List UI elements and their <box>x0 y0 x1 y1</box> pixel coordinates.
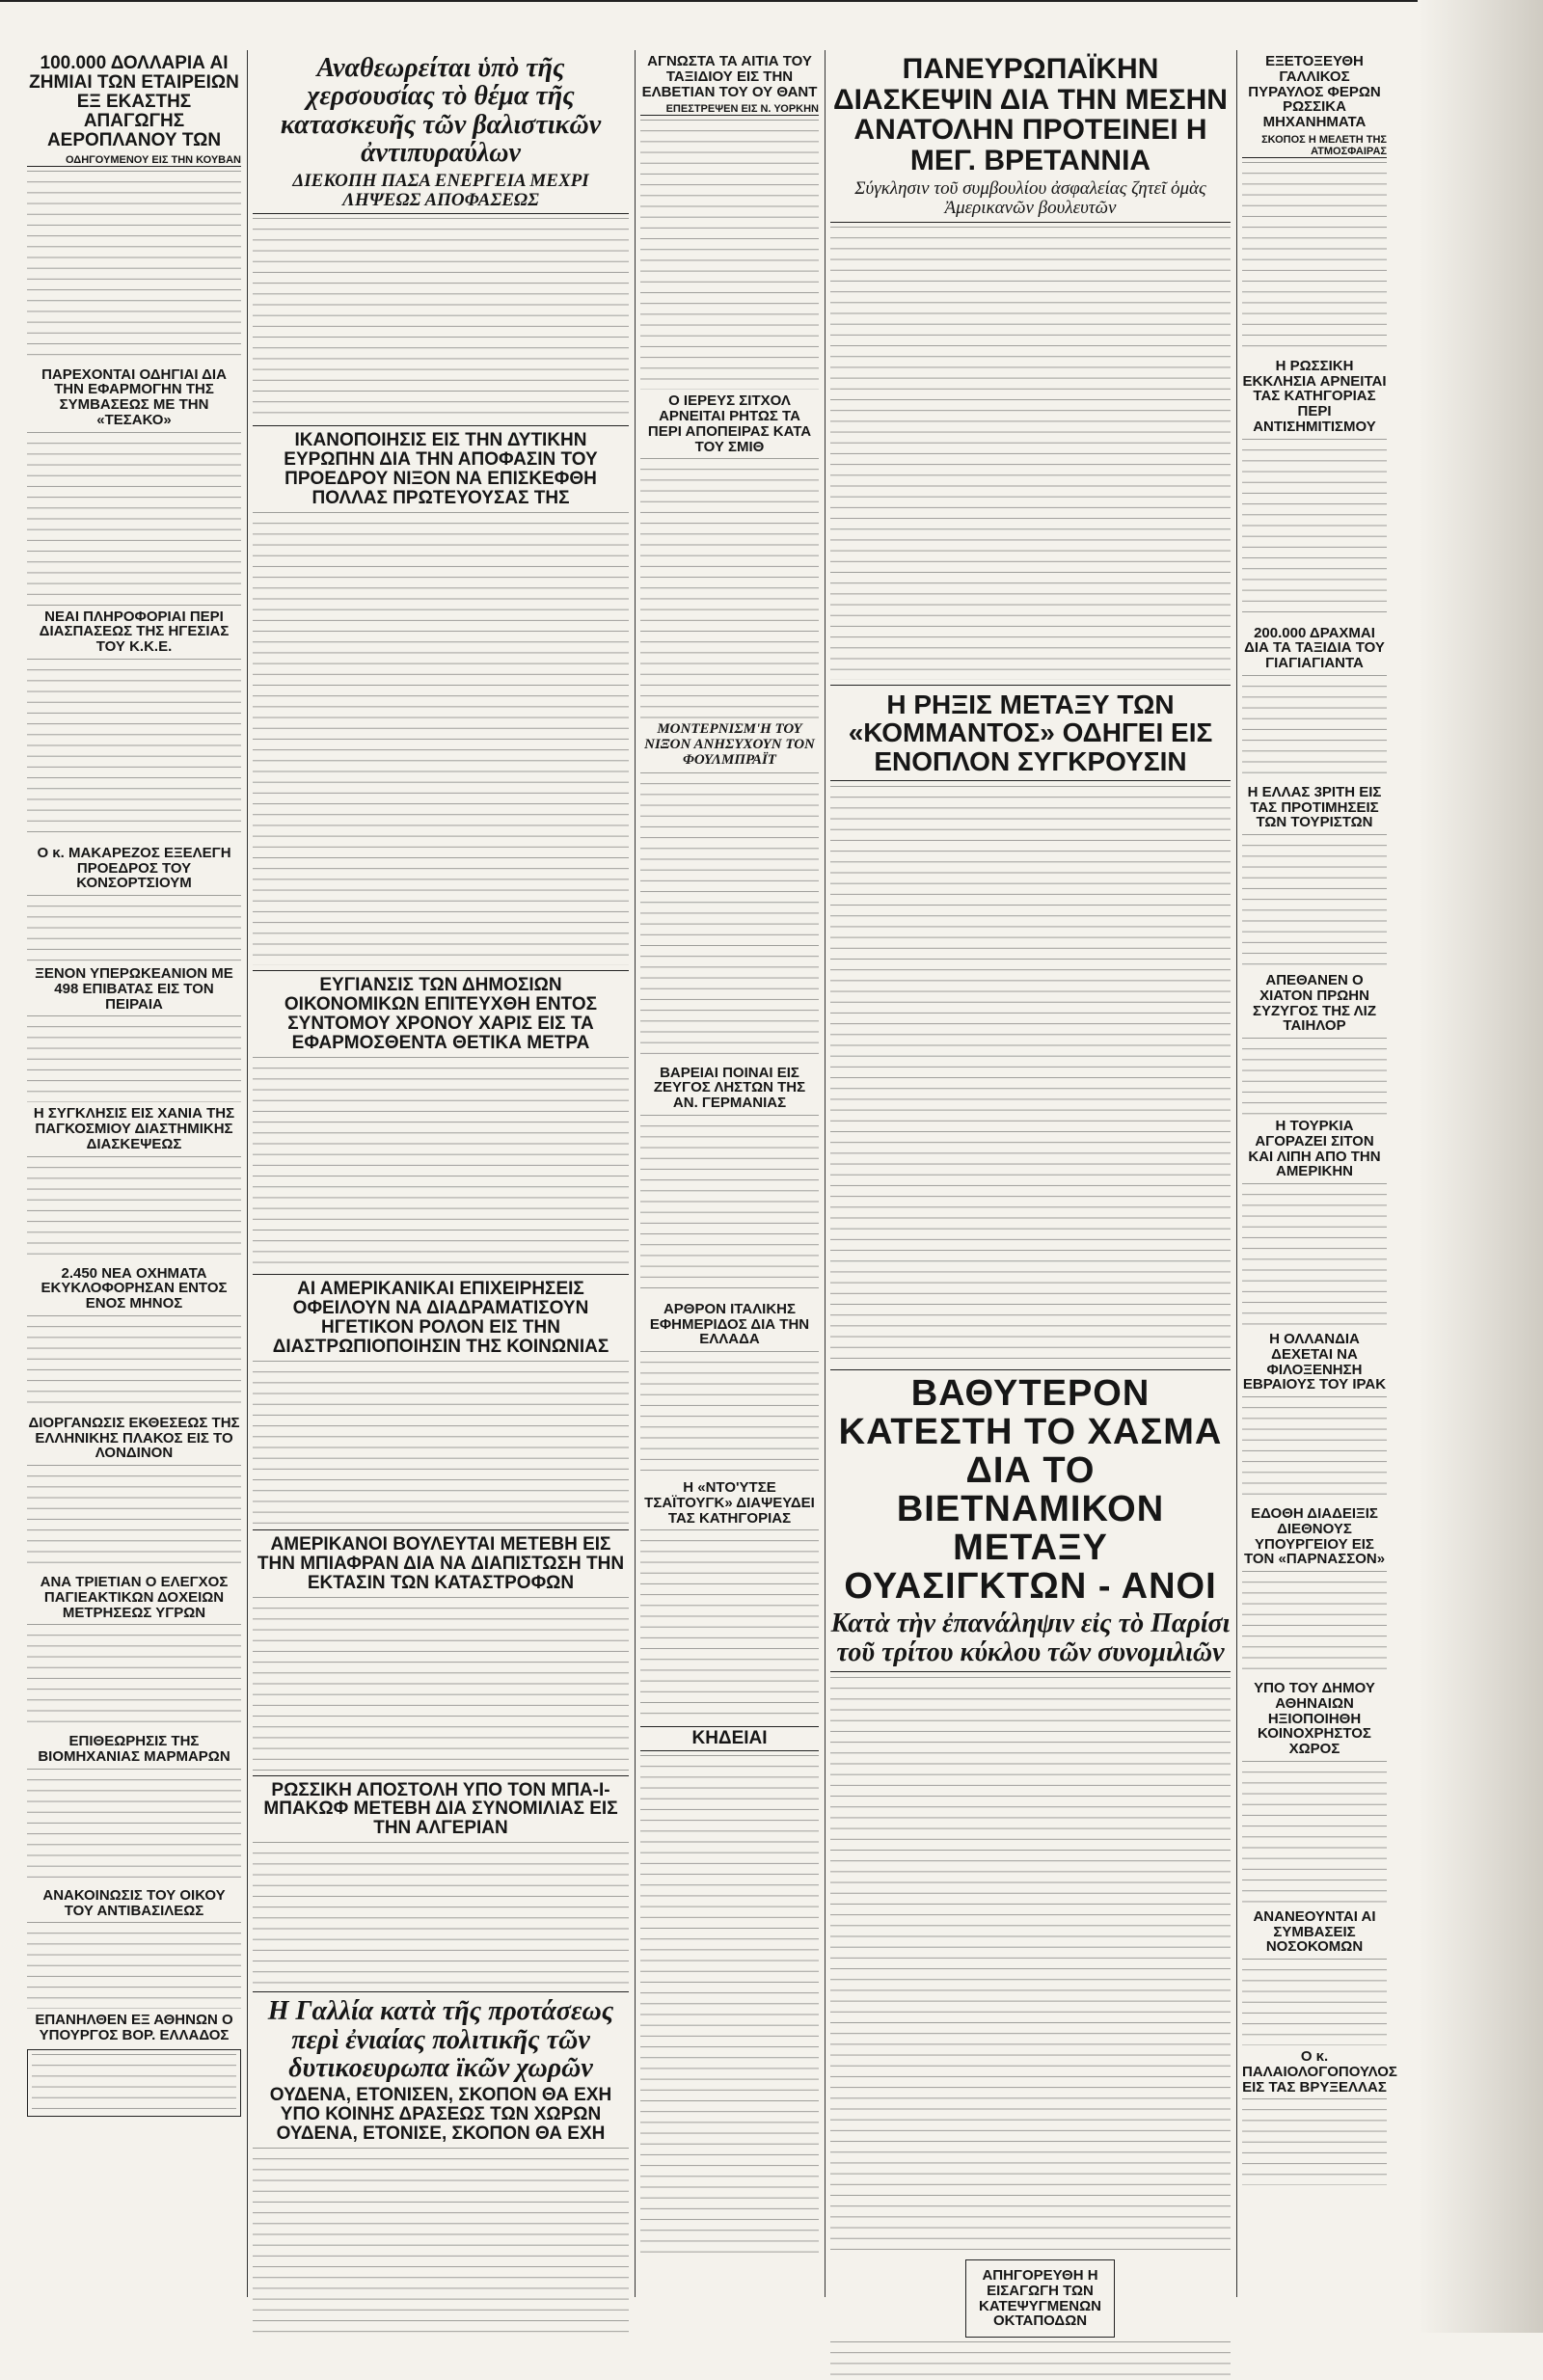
funeral-notices <box>640 1755 819 2257</box>
article-text <box>253 218 629 420</box>
article-text <box>640 1351 819 1476</box>
headline-american-business: ΑΙ ΑΜΕΡΙΚΑΝΙΚΑΙ ΕΠΙΧΕΙΡΗΣΕΙΣ ΟΦΕΙΛΟΥΝ ΝΑ ΔΙΑΔΡΑΜΑΤΙΣΟΥΝ ΗΓΕΤΙΚΟΝ ΡΟΛΟΝ ΕΙΣ ΤΗΝ ΔΙΑΣΤΡΩΠΙΟΠΟΙΗΣΙΝ ΤΗΣ ΚΟΙΝΩΝΙΑΣ <box>272 1278 609 1357</box>
subhead-antimissile: ΔΙΕΚΟΠΗ ΠΑΣΑ ΕΝΕΡΓΕΙΑ ΜΕΧΡΙ ΛΗΨΕΩΣ ΑΠΟΦΑΣΕΩΣ <box>253 172 629 215</box>
article-text <box>1242 834 1387 969</box>
article-text <box>640 772 819 1062</box>
article-text <box>830 227 1231 680</box>
article-text <box>27 1769 241 1884</box>
headline-tesako: ΠΑΡΕΧΟΝΤΑΙ ΟΔΗΓΙΑΙ ΔΙΑ ΤΗΝ ΕΦΑΡΜΟΓΗΝ ΤΗΣ ΣΥΜΒΑΣΕΩΣ ΜΕ ΤΗΝ «ΤΕΣΑΚΟ» <box>41 365 227 428</box>
headline-fulbright: ΜΟΝΤΕΡΝΙΣΜ'Η ΤΟΥ ΝΙΞΟΝ ΑΝΗΣΥΧΟΥΝ ΤΟΝ ΦΟΥΛΜΠΡΑΪΤ <box>644 721 815 768</box>
article-text <box>27 1624 241 1730</box>
headline-hilton: ΑΠΕΘΑΝΕΝ Ο ΧΙΑΤΟΝ ΠΡΩΗΝ ΣΥΖΥΓΟΣ ΤΗΣ ΛΙΖ ΤΑΙΗΛΟΡ <box>1253 972 1376 1035</box>
headline-records-exhibit: ΔΙΟΡΓΑΝΩΣΙΣ ΕΚΘΕΣΕΩΣ ΤΗΣ ΕΛΛΗΝΙΚΗΣ ΠΛΑΚΟΣ ΕΙΣ ΤΟ ΛΟΝΔΙΝΟΝ <box>28 1414 240 1462</box>
headline-paleologopoulos: Ο κ. ΠΑΛΑΙΟΛΟΓΟΠΟΥΛΟΣ ΕΙΣ ΤΑΣ ΒΡΥΞΕΛΛΑΣ <box>1242 2048 1397 2096</box>
article-text <box>1242 675 1387 781</box>
article-text <box>253 512 629 965</box>
page-edge-shadow <box>1418 0 1543 2333</box>
headline-russian-algeria: ΡΩΣΣΙΚΗ ΑΠΟΣΤΟΛΗ ΥΠΟ ΤΟΝ ΜΠΑ-Ι-ΜΠΑΚΩΦ ΜΕΤΕΒΗ ΔΙΑ ΣΥΝΟΜΙΛΙΑΣ ΕΙΣ ΤΗΝ ΑΛΓΕΡΙΑΝ <box>263 1779 618 1839</box>
headline-public-finances: ΕΥΓΙΑΝΣΙΣ ΤΩΝ ΔΗΜΟΣΙΩΝ ΟΙΚΟΝΟΜΙΚΩΝ ΕΠΙΤΕΥΧΘΗ ΕΝΤΟΣ ΣΥΝΤΟΜΟΥ ΧΡΟΝΟΥ ΧΑΡΙΣ ΕΙΣ ΤΑ ΕΦΑΡΜΟΣΘΕΝΤΑ ΘΕΤΙΚΑ ΜΕΤΡΑ <box>284 975 598 1053</box>
notice-box <box>27 2049 241 2117</box>
article-text <box>27 1015 241 1102</box>
column-3 <box>640 50 819 2297</box>
headline-commandos: Η ΡΗΞΙΣ ΜΕΤΑΞΥ ΤΩΝ «ΚΟΜΜΑΝΤΟΣ» ΟΔΗΓΕΙ ΕΙΣ ΕΝΟΠΛΟΝ ΣΥΓΚΡΟΥΣΙΝ <box>848 689 1213 776</box>
headline-pan-european: ΠΑΝΕΥΡΩΠΑΪΚΗΝ ΔΙΑΣΚΕΨΙΝ ΔΙΑ ΤΗΝ ΜΕΣΗΝ ΑΝΑΤΟΛΗΝ ΠΡΟΤΕΙΝΕΙ Η ΜΕΓ. ΒΡΕΤΑΝΝΙΑ <box>833 53 1228 176</box>
subhead-u-thant: ΕΠΕΣΤΡΕΨΕΝ ΕΙΣ Ν. ΥΟΡΚΗΝ <box>640 103 819 116</box>
column-5 <box>1242 50 1397 2297</box>
headline-east-germany: ΒΑΡΕΙΑΙ ΠΟΙΝΑΙ ΕΙΣ ΖΕΥΓΟΣ ΛΗΣΤΩΝ ΤΗΣ ΑΝ. ΓΕΡΜΑΝΙΑΣ <box>653 1064 806 1111</box>
headline-turkey-grain: Η ΤΟΥΡΚΙΑ ΑΓΟΡΑΖΕΙ ΣΙΤΟΝ ΚΑΙ ΛΙΠΗ ΑΠΟ ΤΗΝ ΑΜΕΡΙΚΗΝ <box>1248 1118 1381 1180</box>
headline-greece-tourists: Η ΕΛΛΑΣ 3ΡΙΤΗ ΕΙΣ ΤΑΣ ΠΡΟΤΙΜΗΣΕΙΣ ΤΩΝ ΤΟΥΡΙΣΤΩΝ <box>1247 783 1382 831</box>
article-text <box>640 458 819 718</box>
column-4 <box>830 50 1231 2330</box>
headline-funerals: ΚΗΔΕΙΑΙ <box>640 1726 819 1751</box>
article-text <box>830 1677 1231 2256</box>
article-text <box>27 432 241 606</box>
column-1 <box>27 50 241 2297</box>
headline-vietnam-gap: ΒΑΘΥΤΕΡΟΝ ΚΑΤΕΣΤΗ ΤΟ ΧΑΣΜΑ ΔΙΑ ΤΟ ΒΙΕΤΝΑΜΙΚΟΝ ΜΕΤΑΞΥ ΟΥΑΣΙΓΚΤΩΝ - ΑΝΟΙ <box>838 1373 1223 1607</box>
article-text <box>640 1529 819 1722</box>
article-text <box>830 786 1231 1365</box>
headline-octopus: ΑΠΗΓΟΡΕΥΘΗ Η ΕΙΣΑΓΩΓΗ ΤΩΝ ΚΑΤΕΨΥΓΜΕΝΩΝ ΟΚΤΑΠΟΔΩΝ <box>979 2267 1101 2330</box>
headline-biafra: ΑΜΕΡΙΚΑΝΟΙ ΒΟΥΛΕΥΤΑΙ ΜΕΤΕΒΗ ΕΙΣ ΤΗΝ ΜΠΙΑΦΡΑΝ ΔΙΑ ΝΑ ΔΙΑΠΙΣΤΩΣΗ ΤΗΝ ΕΚΤΑΣΙΝ ΤΩΝ ΚΑΤΑΣΤΡΟΦΩΝ <box>257 1533 625 1593</box>
headline-makarezos: Ο κ. ΜΑΚΑΡΕΖΟΣ ΕΞΕΛΕΓΗ ΠΡΟΕΔΡΟΣ ΤΟΥ ΚΟΝΣΟΡΤΣΙΟΥΜ <box>37 844 231 892</box>
article-text <box>1242 1959 1387 2045</box>
headline-marble: ΕΠΙΘΕΩΡΗΣΙΣ ΤΗΣ ΒΙΟΜΗΧΑΝΙΑΣ ΜΑΡΜΑΡΩΝ <box>38 1733 230 1766</box>
subhead-cuba: ΟΔΗΓΟΥΜΕΝΟΥ ΕΙΣ ΤΗΝ ΚΟΥΒΑΝ <box>27 154 241 167</box>
article-text <box>27 171 241 364</box>
headline-parnassos: ΕΔΟΘΗ ΔΙΑΔΕΙΞΙΣ ΔΙΕΘΝΟΥΣ ΥΠΟΥΡΓΕΙΟΥ ΕΙΣ ΤΟΝ «ΠΑΡΝΑΣΣΟΝ» <box>1243 1505 1386 1568</box>
headline-airline-losses: 100.000 ΔΟΛΛΑΡΙΑ ΑΙ ΖΗΜΙΑΙ ΤΩΝ ΕΤΑΙΡΕΙΩΝ ΕΞ ΕΚΑΣΤΗΣ ΑΠΑΓΩΓΗΣ ΑΕΡΟΠΛΑΝΟΥ ΤΩΝ <box>29 53 239 150</box>
article-text <box>640 120 819 390</box>
article-text <box>1242 1571 1387 1677</box>
article-text <box>253 2148 629 2340</box>
headline-deutsche-zeitung: Η «ΝΤΟ'ΥΤΣΕ ΤΣΑΪΤΟΥΓΚ» ΔΙΑΨΕΥΔΕΙ ΤΑΣ ΚΑΤΗΓΟΡΙΑΣ <box>644 1479 815 1527</box>
headline-french-rocket: ΕΞΕΤΟΞΕΥΘΗ ΓΑΛΛΙΚΟΣ ΠΥΡΑΥΛΟΣ ΦΕΡΩΝ ΡΩΣΣΙΚΑ ΜΗΧΑΝΗΜΑΤΑ <box>1248 53 1381 130</box>
headline-nurses: ΑΝΑΝΕΟΥΝΤΑΙ ΑΙ ΣΥΜΒΑΣΕΙΣ ΝΟΣΟΚΟΜΩΝ <box>1253 1907 1376 1956</box>
article-text <box>253 1361 629 1525</box>
column-rule <box>825 50 826 2297</box>
headline-italian-paper: ΑΡΘΡΟΝ ΙΤΑΛΙΚΗΣ ΕΦΗΜΕΡΙΔΟΣ ΔΙΑ ΤΗΝ ΕΛΛΑΔΑ <box>649 1300 810 1348</box>
article-text <box>640 1115 819 1298</box>
newspaper-page <box>27 50 1397 2330</box>
headline-antimissile: Αναθεωρείται ὑπὸ τῆς χερσουσίας τὸ θέμα τῆς κατασκευῆς τῶν βαλιστικῶν ἀντιπυραύλων <box>280 53 602 169</box>
headline-nixon-europe: ΙΚΑΝΟΠΟΙΗΣΙΣ ΕΙΣ ΤΗΝ ΔΥΤΙΚΗΝ ΕΥΡΩΠΗΝ ΔΙΑ ΤΗΝ ΑΠΟΦΑΣΙΝ ΤΟΥ ΠΡΟΕΔΡΟΥ ΝΙΞΟΝ ΝΑ ΕΠΙΣΚΕΦΘΗ ΠΟΛΛΑΣ ΠΡΩΤΕΥΟΥΣΑΣ ΤΗΣ <box>284 430 598 509</box>
headline-france: Η Γαλλία κατὰ τῆς προτάσεως περὶ ἐνιαίας πολιτικῆς τῶν δυτικοευρωπα ϊκῶν χωρῶν <box>267 1996 614 2084</box>
headline-minister: ΕΠΑΝΗΛΘΕΝ ΕΞ ΑΘΗΝΩΝ Ο ΥΠΟΥΡΓΟΣ ΒΟΡ. ΕΛΛΑΔΟΣ <box>35 2012 233 2044</box>
article-text <box>1242 1038 1387 1115</box>
subhead-france: ΟΥΔΕΝΑ, ΕΤΟΝΙΣΕΝ, ΣΚΟΠΟΝ ΘΑ ΕΧΗ ΥΠΟ ΚΟΙΝΗΣ ΔΡΑΣΕΩΣ ΤΩΝ ΧΩΡΩΝ ΟΥΔΕΝΑ, ΕΤΟΝΙΣΕ, ΣΚΟΠΟΝ ΘΑ ΕΧΗ <box>269 2085 612 2145</box>
subhead-security-council: Σύγκλησιν τοῦ συμβουλίου ἀσφαλείας ζητεῖ ὁμὰς Ἀμερικανῶν βουλευτῶν <box>830 179 1231 223</box>
article-text <box>253 1597 629 1771</box>
article-text <box>1242 162 1387 355</box>
column-rule <box>635 50 636 2297</box>
headline-kke: ΝΕΑΙ ΠΛΗΡΟΦΟΡΙΑΙ ΠΕΡΙ ΔΙΑΣΠΑΣΕΩΣ ΤΗΣ ΗΓΕΣΙΑΣ ΤΟΥ Κ.Κ.Ε. <box>39 608 230 656</box>
article-text <box>1242 1761 1387 1906</box>
column-2 <box>253 50 629 2297</box>
subhead-atmosphere: ΣΚΟΠΟΣ Η ΜΕΛΕΤΗ ΤΗΣ ΑΤΜΟΣΦΑΙΡΑΣ <box>1242 134 1387 158</box>
article-text <box>27 659 241 842</box>
headline-athens-municipality: ΥΠΟ ΤΟΥ ΔΗΜΟΥ ΑΘΗΝΑΙΩΝ ΗΞΙΟΠΟΙΗΘΗ ΚΟΙΝΟΧΡΗΣΤΟΣ ΧΩΡΟΣ <box>1254 1680 1375 1757</box>
article-text <box>1242 2098 1387 2185</box>
article-text <box>1242 1396 1387 1502</box>
article-text <box>27 1315 241 1412</box>
headline-u-thant: ΑΓΝΩΣΤΑ ΤΑ ΑΙΤΙΑ ΤΟΥ ΤΑΞΙΔΙΟΥ ΕΙΣ ΤΗΝ ΕΛΒΕΤΙΑΝ ΤΟΥ ΟΥ ΘΑΝΤ <box>641 53 818 100</box>
headline-vehicles: 2.450 ΝΕΑ ΟΧΗΜΑΤΑ ΕΚΥΚΛΟΦΟΡΗΣΑΝ ΕΝΤΟΣ ΕΝΟΣ ΜΗΝΟΣ <box>41 1264 228 1312</box>
article-text <box>27 1922 241 2009</box>
headline-regent: ΑΝΑΚΟΙΝΩΣΙΣ ΤΟΥ ΟΙΚΟΥ ΤΟΥ ΑΝΤΙΒΑΣΙΛΕΩΣ <box>42 1886 226 1919</box>
article-text <box>253 1057 629 1269</box>
article-text <box>1242 1183 1387 1328</box>
article-text <box>1242 439 1387 622</box>
subhead-paris-talks: Κατὰ τὴν ἐπανάληψιν εἰς τὸ Παρίσι τοῦ τρίτου κύκλου τῶν συνομιλιῶν <box>830 1609 1231 1667</box>
headline-ocean-liner: ΞΕΝΟΝ ΥΠΕΡΩΚΕΑΝΙΟΝ ΜΕ 498 ΕΠΙΒΑΤΑΣ ΕΙΣ ΤΟΝ ΠΕΙΡΑΙΑ <box>35 965 233 1013</box>
article-text <box>253 1842 629 1987</box>
headline-space-conference: Η ΣΥΓΚΛΗΣΙΣ ΕΙΣ ΧΑΝΙΑ ΤΗΣ ΠΑΓΚΟΣΜΙΟΥ ΔΙΑΣΤΗΜΙΚΗΣ ΔΙΑΣΚΕΨΕΩΣ <box>33 1105 235 1152</box>
article-text <box>27 1465 241 1571</box>
headline-meters-control: ΑΝΑ ΤΡΙΕΤΙΑΝ Ο ΕΛΕΓΧΟΣ ΠΑΓΙΕΑΚΤΙΚΩΝ ΔΟΧΕΙΩΝ ΜΕΤΡΗΣΕΩΣ ΥΓΡΩΝ <box>40 1574 229 1621</box>
headline-russian-church: Η ΡΩΣΣΙΚΗ ΕΚΚΛΗΣΙΑ ΑΡΝΕΙΤΑΙ ΤΑΣ ΚΑΤΗΓΟΡΙΑΣ ΠΕΡΙ ΑΝΤΙΣΗΜΙΤΙΣΜΟΥ <box>1242 357 1387 435</box>
column-rule <box>247 50 248 2297</box>
octopus-box <box>965 2259 1115 2338</box>
article-text <box>27 1156 241 1262</box>
article-text <box>830 2341 1231 2380</box>
headline-200000-drachmas: 200.000 ΔΡΑΧΜΑΙ ΔΙΑ ΤΑ ΤΑΞΙΔΙΑ ΤΟΥ ΓΙΑΓΙΑΓΙΑΝΤΑ <box>1244 624 1385 671</box>
column-rule <box>1236 50 1237 2297</box>
headline-priest: Ο ΙΕΡΕΥΣ ΣΙΤΧΟΛ ΑΡΝΕΙΤΑΙ ΡΗΤΩΣ ΤΑ ΠΕΡΙ ΑΠΟΠΕΙΡΑΣ ΚΑΤΑ ΤΟΥ ΣΜΙΘ <box>647 392 812 455</box>
article-text <box>27 895 241 962</box>
headline-netherlands: Η ΟΛΛΑΝΔΙΑ ΔΕΧΕΤΑΙ ΝΑ ΦΙΛΟΞΕΝΗΣΗ ΕΒΡΑΙΟΥΣ ΤΟΥ ΙΡΑΚ <box>1242 1331 1387 1393</box>
top-border <box>0 0 1543 2</box>
